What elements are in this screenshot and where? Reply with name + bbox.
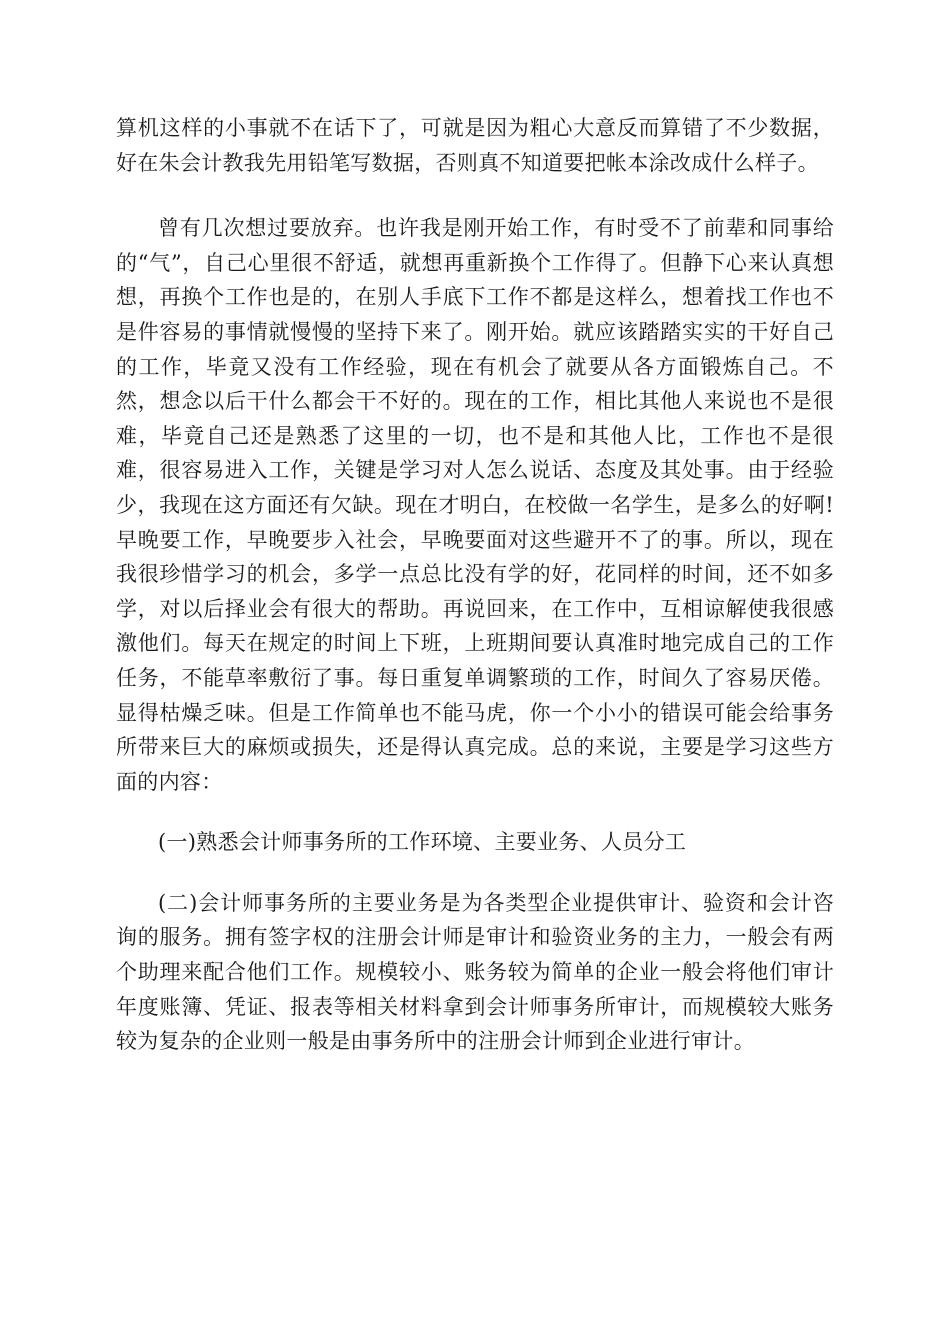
paragraph-work-reflection: 曾有几次想过要放弃。也许我是刚开始工作，有时受不了前辈和同事给的“气”，自己心里很不舒适，就想再重新换个工作得了。但静下心来认真想想，再换个工作也是的，在别人手底下工作不都是这样么，想着找工作也不是件容易的事情就慢慢的坚持下来了。刚开始。就应该踏踏实实的干好自己的工作，毕竟又没有工作经验，现在有机会了就要从各方面锻炼自己。不然，想念以后干什么都会干不好的。现在的工作，相比其他人来说也不是很难，毕竟自己还是熟悉了这里的一切，也不是和其他人比，工作也不是很难，很容易进入工作，关键是学习对人怎么说话、态度及其处事。由于经验少，我现在这方面还有欠缺。现在才明白，在校做一名学生，是多么的好啊!早晚要工作，早晚要步入社会，早晚要面对这些避开不了的事。所以，现在我很珍惜学习的机会，多学一点总比没有学的好，花同样的时间，还不如多学，对以后择业会有很大的帮助。再说回来，在工作中，互相谅解使我很感激他们。每天在规定的时间上下班，上班期间要认真准时地完成自己的工作任务，不能草率敷衍了事。每日重复单调繁琐的工作，时间久了容易厌倦。显得枯燥乏味。但是工作简单也不能马虎，你一个小小的错误可能会给事务所带来巨大的麻烦或损失，还是得认真完成。总的来说，主要是学习这些方面的内容： (116, 216, 834, 794)
paragraph-continuation: 算机这样的小事就不在话下了，可就是因为粗心大意反而算错了不少数据，好在朱会计教我先用铅笔写数据，否则真不知道要把帐本涂改成什么样子。 (116, 116, 834, 175)
document-body (116, 111, 834, 1059)
list-item-one: (一)熟悉会计师事务所的工作环境、主要业务、人员分工 (158, 830, 687, 855)
list-item-two: (二)会计师事务所的主要业务是为各类型企业提供审计、验资和会计咨询的服务。拥有签字权的注册会计师是审计和验资业务的主力，一般会有两个助理来配合他们工作。规模较小、账务较为简单的企业一般会将他们审计年度账簿、凭证、报表等相关材料拿到会计师事务所审计，而规模较大账务较为复杂的企业则一般是由事务所中的注册会计师到企业进行审计。 (116, 890, 834, 1054)
